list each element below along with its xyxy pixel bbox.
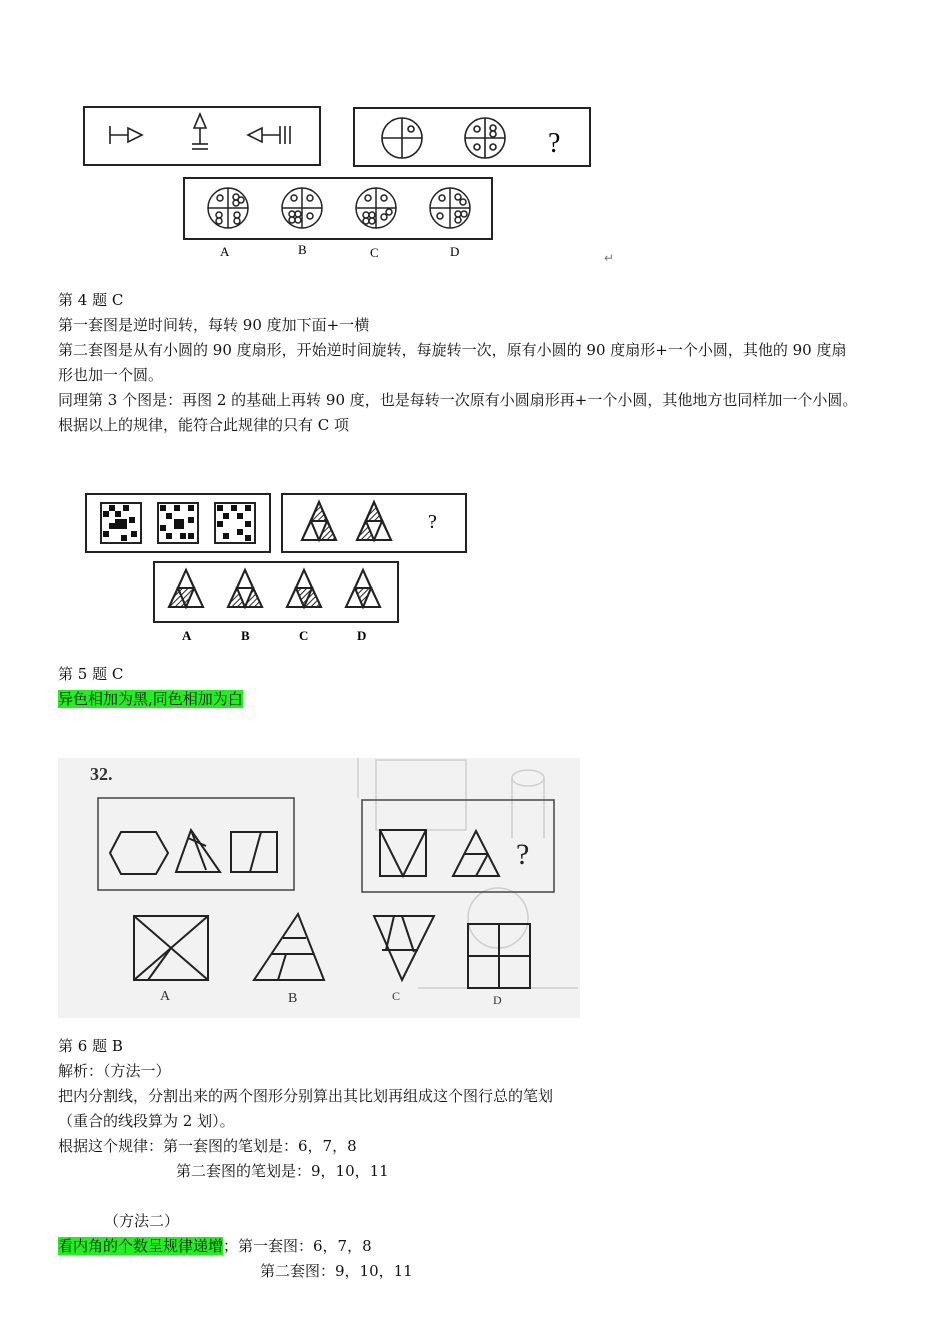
q4-set2-fig2 (465, 118, 505, 158)
q4-option-d-figure (430, 188, 470, 228)
q4-question-mark: ? (548, 128, 561, 159)
q5-set2-fig2 (357, 502, 391, 540)
q5-set1-fig3 (215, 503, 255, 543)
q6-question-number: 32. (90, 764, 113, 784)
q5-option-d-figure (346, 570, 380, 607)
q5-option-b-label: B (241, 628, 250, 643)
q4-option-c-figure (356, 188, 396, 228)
q6-analysis-label: 解析：（方法一） (58, 1062, 171, 1080)
q6-option-c-label: C (392, 989, 401, 1003)
q4-line-3: 形也加一个圆。 (58, 366, 164, 384)
q5-figure (82, 490, 474, 644)
q5-rule (58, 687, 243, 712)
q4-line-4: 同理第 3 个图是：再图 2 的基础上再转 90 度，也是每转一次原有小圆扇形再+一个小圆，其他地方也同样加一个小圆。 (58, 391, 858, 409)
q5-answer: 第 5 题 C (58, 665, 124, 683)
q4-line-5: 根据以上的规律，能符合此规律的只有 C 项 (58, 416, 350, 434)
q6-rule-prefix: 根据这个规律： (58, 1137, 164, 1155)
q6-option-d-label: D (493, 993, 502, 1007)
q5-set1-fig2 (158, 503, 198, 543)
q4-set1-fig2 (192, 114, 208, 149)
q4-option-a-label: A (220, 244, 230, 259)
q6-figure (58, 758, 580, 1018)
q6-method2-set1: ；第一套图：6，7，8 (223, 1237, 372, 1255)
q4-option-c-label: C (370, 245, 379, 260)
q4-answer: 第 4 题 C (58, 291, 124, 309)
q6-method2-highlight: 看内角的个数呈规律递增 (58, 1237, 224, 1255)
q5-option-a-figure (169, 570, 203, 607)
q4-line-1: 第一套图是逆时间转，每转 90 度加下面+一横 (58, 316, 370, 334)
q6-option-a-label: A (160, 989, 171, 1004)
q5-set1-fig1 (101, 503, 141, 543)
q6-line-1: 把内分割线，分割出来的两个图形分别算出其比划再组成这个图行总的笔划 (58, 1087, 554, 1105)
q6-question-mark: ? (516, 838, 530, 871)
q4-figure (80, 104, 620, 270)
q5-option-d-label: D (357, 628, 367, 643)
q6-answer: 第 6 题 B (58, 1037, 123, 1055)
q5-option-c-label: C (299, 628, 309, 643)
q6-set2-strokes: 第二套图的笔划是：9，10，11 (176, 1162, 389, 1180)
q5-set2-fig1 (302, 502, 336, 540)
q4-set1-fig3 (248, 126, 290, 144)
q4-option-a-figure (208, 188, 248, 228)
q6-rule-line (58, 1134, 357, 1159)
paragraph-mark-icon: ↵ (604, 251, 615, 265)
q5-rule-highlight: 异色相加为黑,同色相加为白 (58, 690, 243, 708)
q6-set1-strokes: 第一套图的笔划是：6，7，8 (163, 1137, 357, 1155)
q5-option-b-figure (228, 570, 262, 607)
q5-option-a-label: A (182, 628, 192, 643)
q4-option-b-label: B (298, 242, 307, 257)
q5-option-c-figure (287, 570, 321, 607)
q6-line-2: （重合的线段算为 2 划）。 (58, 1112, 235, 1130)
q5-question-mark: ? (428, 511, 437, 533)
q6-method2-label: （方法二） (104, 1212, 180, 1230)
q4-line-2: 第二套图是从有小圆的 90 度扇形，开始逆时间旋转，每旋转一次，原有小圆的 90 度扇形+一个小圆，其他的 90 度扇 (58, 341, 847, 359)
q4-set1-fig1 (110, 126, 142, 144)
q4-set2-fig1 (382, 118, 422, 158)
q6-option-b-label: B (288, 991, 298, 1006)
q6-method2-line (58, 1234, 372, 1259)
q4-option-b-figure (282, 188, 322, 228)
q6-method2-set2: 第二套图：9，10，11 (260, 1262, 413, 1280)
q4-option-d-label: D (450, 244, 460, 259)
